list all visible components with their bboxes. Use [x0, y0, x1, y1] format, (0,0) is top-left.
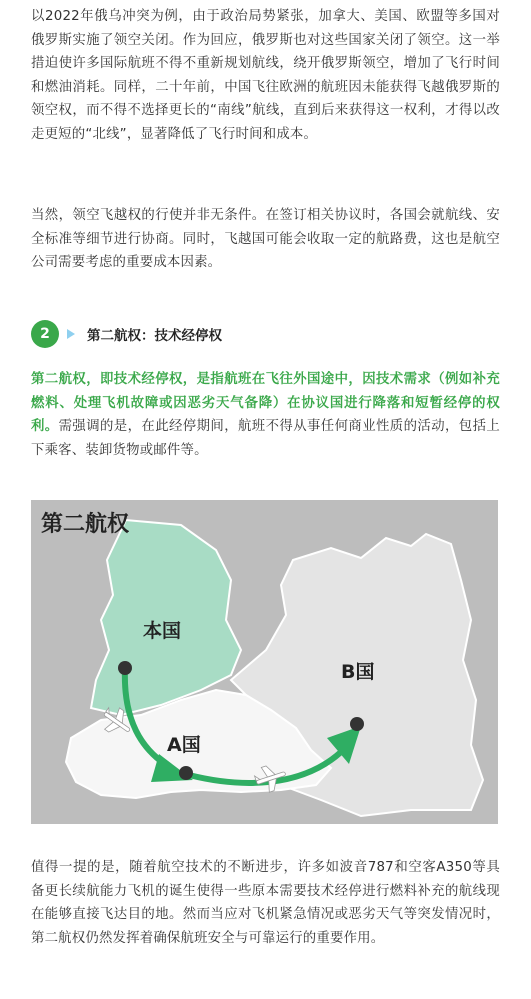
second-freedom-diagram	[31, 500, 498, 824]
paragraph-overflight-conditions: 当然，领空飞越权的行使并非无条件。在签订相关协议时，各国会就航线、安全标准等细节进行协商。同时，飞越国可能会收取一定的航路费，这也是航空公司需要考虑的重要成本因素。	[31, 208, 500, 270]
paragraph-rest: 需强调的是，在此经停期间，航班不得从事任何商业性质的活动，包括上下乘客、装卸货物或邮件等。	[31, 419, 500, 458]
paragraph-technology-progress: 值得一提的是，随着航空技术的不断进步，许多如波音787和空客A350等具备更长续航能力飞机的诞生使得一些原本需要技术经停进行燃料补充的航线现在能够直接飞达目的地。然而当应对飞机紧急情况或恶劣天气等突发情况时，第二航权仍然发挥着确保航班安全与可靠运行的重要作用。	[31, 860, 500, 946]
section-number-badge: 2	[31, 320, 59, 348]
home-country-label: 本国	[143, 620, 182, 642]
a-city-dot	[179, 766, 193, 780]
home-city-dot	[118, 661, 132, 675]
play-arrow-icon	[67, 329, 75, 339]
country-a-label: A国	[167, 734, 201, 756]
section-heading	[31, 320, 500, 350]
diagram-title: 第二航权	[41, 512, 130, 537]
section-title: 第二航权：技术经停权	[87, 328, 222, 344]
highlight-definition: 第二航权，即技术经停权，是指航班在飞往外国途中，因技术需求（例如补充燃料、处理飞机故障或因恶劣天气备降）在协议国进行降落和短暂经停的权利。	[31, 372, 500, 434]
paragraph-airspace-closure: 以2022年俄乌冲突为例，由于政治局势紧张，加拿大、美国、欧盟等多国对俄罗斯实施了领空关闭。作为回应，俄罗斯也对这些国家关闭了领空。这一举措迫使许多国际航班不得不重新规划航线，绕开俄罗斯领空，增加了飞行时间和燃油消耗。同样，二十年前，中国飞往欧洲的航班因未能获得飞越俄罗斯的领空权，而不得不选择更长的“南线”航线，直到后来获得这一权利，才得以改走更短的“北线”，显著降低了飞行时间和成本。	[31, 9, 500, 142]
paragraph-second-freedom	[31, 368, 500, 462]
b-city-dot	[350, 717, 364, 731]
country-b-label: B国	[341, 661, 375, 683]
